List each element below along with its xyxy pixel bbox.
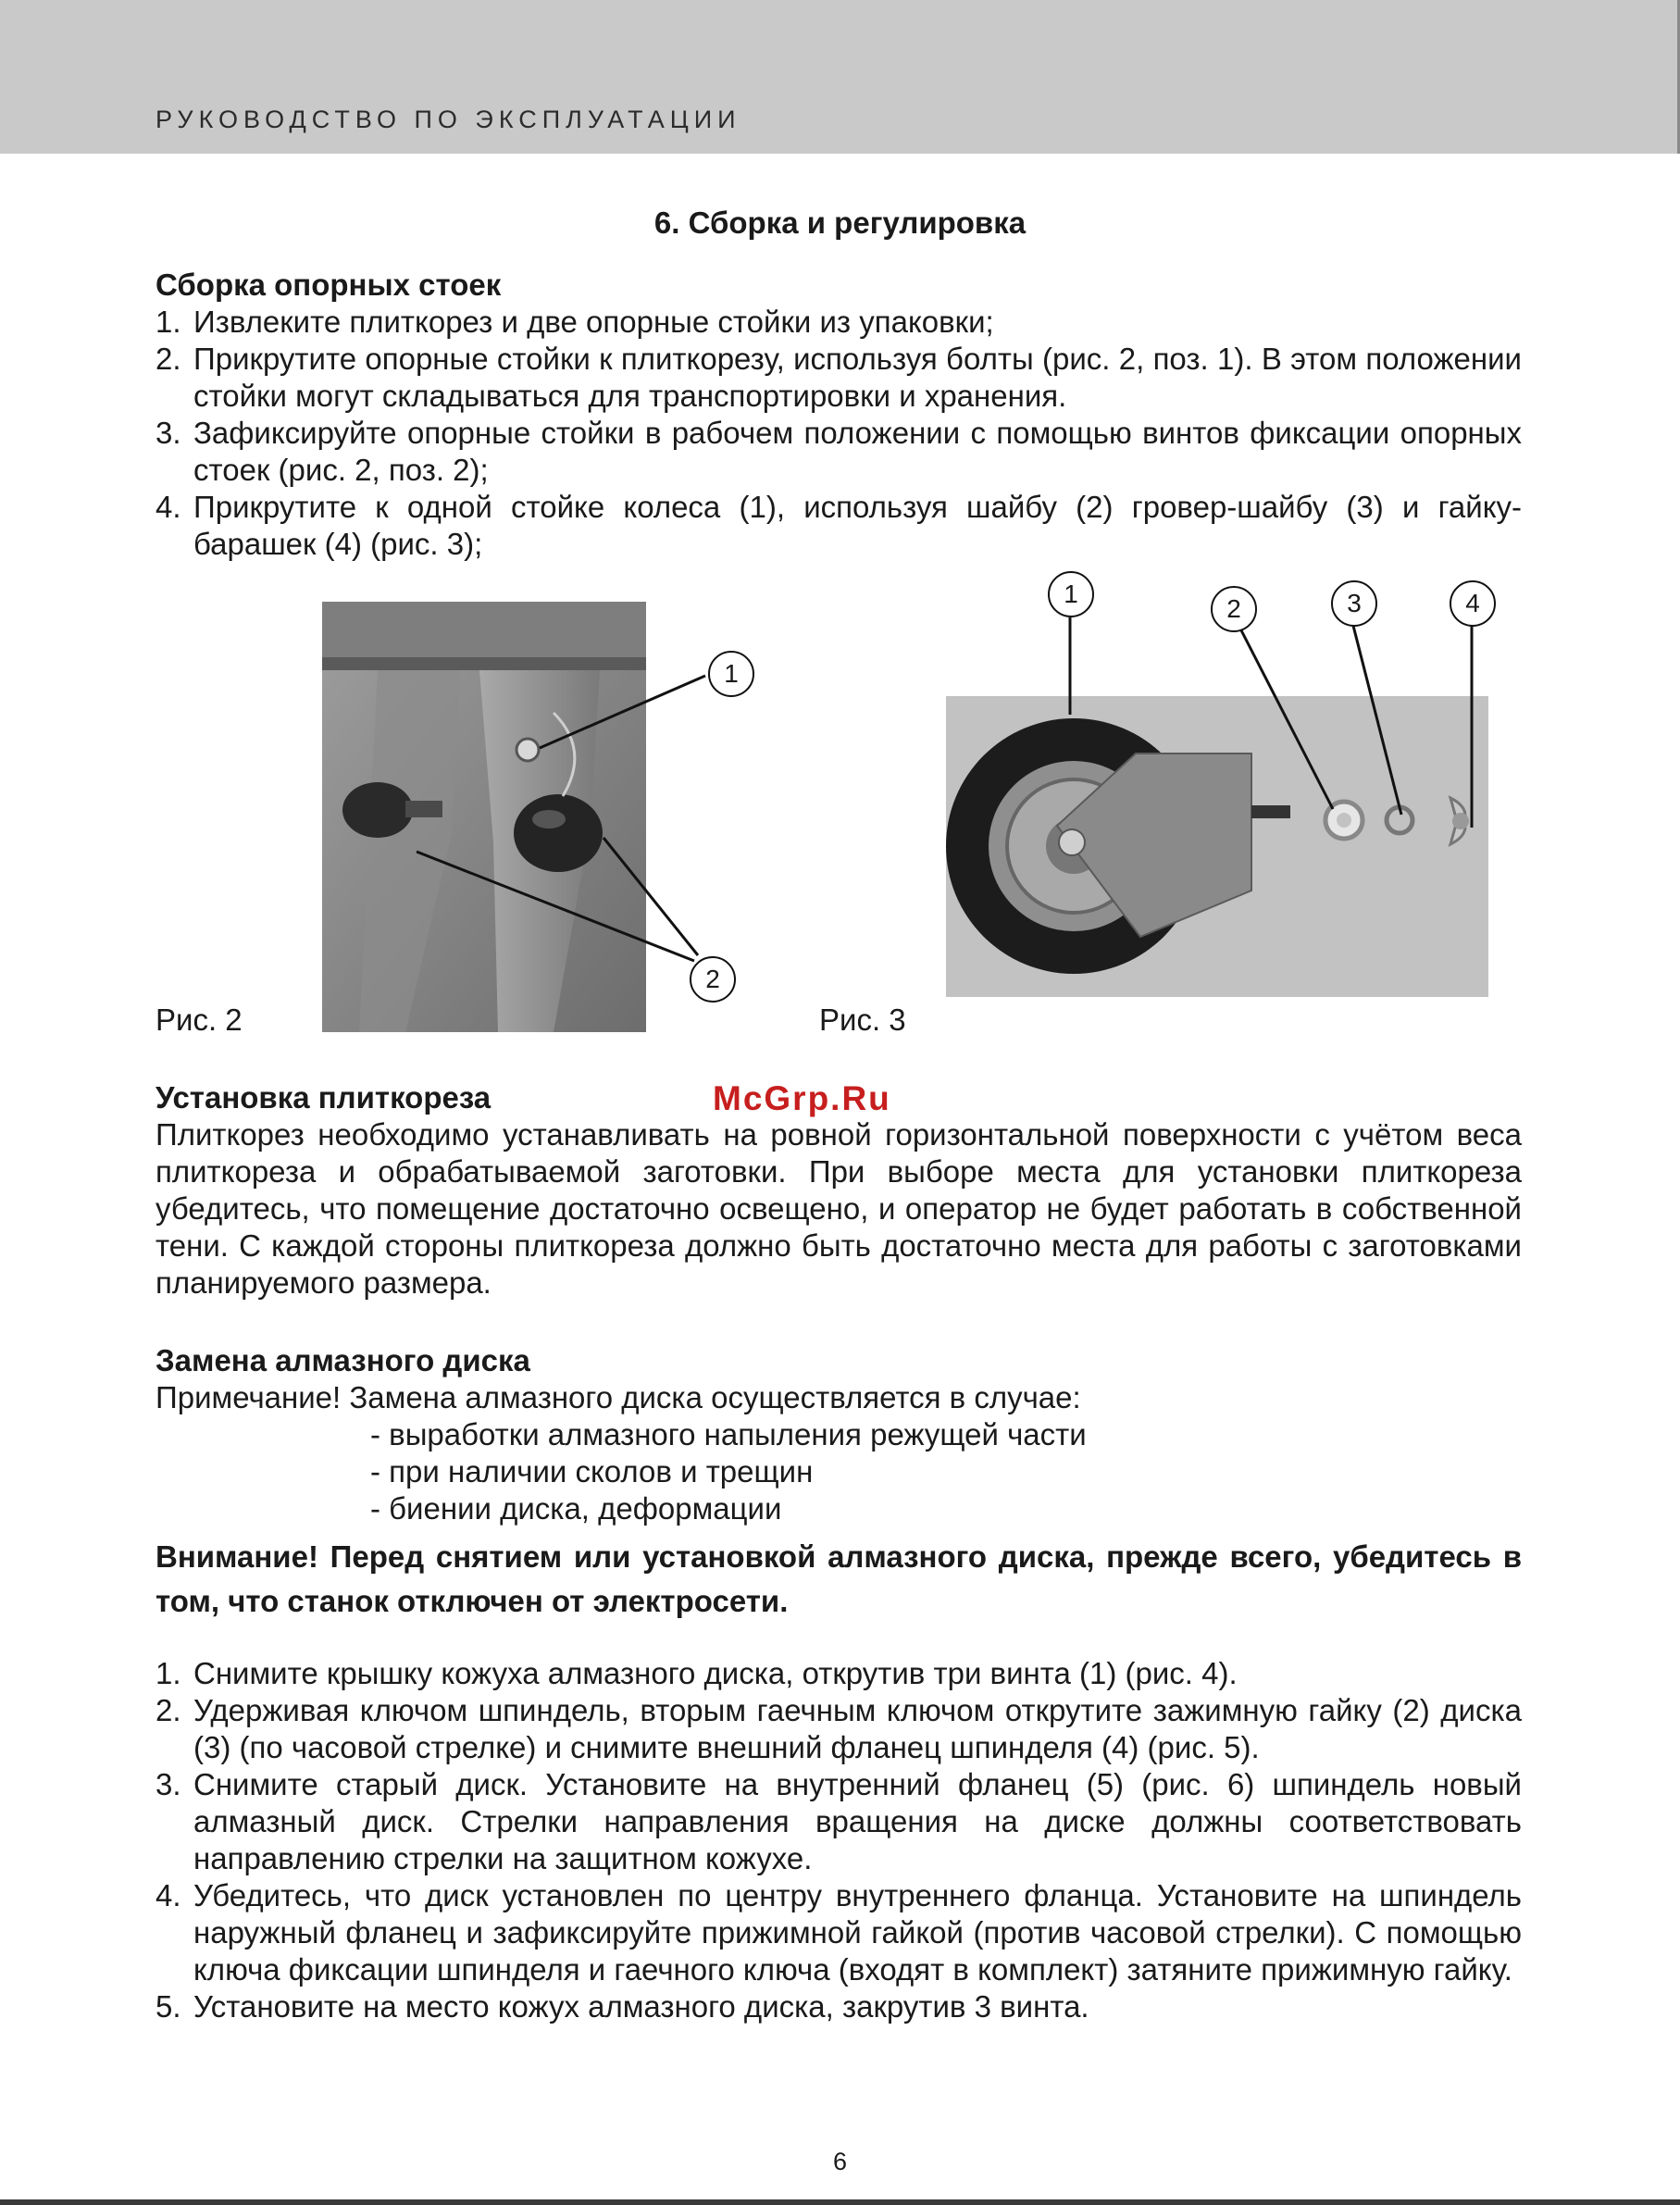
warning-text: Внимание! Перед снятием или установкой алмазного диска, прежде всего, убедитесь в том, что станок отключен от электросети.	[156, 1539, 1522, 1618]
wheel-kit-illustration	[946, 696, 1488, 997]
list-item: 2. Прикрутите опорные стойки к плиткорезу, используя болты (рис. 2, поз. 1). В этом положении стойки могут складываться для транспортировки и хранения.	[156, 342, 1522, 413]
manual-header-title: РУКОВОДСТВО ПО ЭКСПЛУАТАЦИИ	[156, 106, 741, 133]
list-item: 4. Убедитесь, что диск установлен по центру внутреннего фланца. Установите на шпиндель наружный фланец и зафиксируйте прижимной гайкой (против часовой стрелки). С помощью ключа фиксации шпинделя и гаечного ключа (входят в комплект) затяните прижимную гайку.	[156, 1878, 1522, 1987]
list-item: 5. Установите на место кожух алмазного диска, закрутив 3 винта.	[156, 1989, 1089, 2024]
list-item: - биении диска, деформации	[370, 1491, 782, 1526]
list-item: 3. Снимите старый диск. Установите на внутренний фланец (5) (рис. 6) шпиндель новый алмазный диск. Стрелки направления вращения на диске должны соответствовать направлению стрелки на защитном кожухе.	[156, 1767, 1522, 1875]
installation-text: Плиткорез необходимо устанавливать на ровной горизонтальной поверхности с учётом веса плиткореза и обрабатываемой заготовки. При выборе места для установки плиткореза убедитесь, что помещение достаточно освещено, и оператор не будет работать в собственной тени. С каждой стороны плиткореза должно быть достаточно места для работы с заготовками планируемого размера.	[156, 1117, 1522, 1300]
section-title: 6. Сборка и регулировка	[653, 206, 1027, 240]
disc-note: Примечание! Замена алмазного диска осуществляется в случае:	[156, 1380, 1081, 1414]
list-item: 2. Удерживая ключом шпиндель, вторым гаечным ключом открутите зажимную гайку (2) диска (3) (по часовой стрелке) и снимите внешний фланец шпинделя (4) (рис. 5).	[156, 1693, 1522, 1764]
fig3-callout-3: 3	[1331, 580, 1377, 627]
disc-heading: Замена алмазного диска	[156, 1343, 530, 1377]
stands-section	[156, 267, 1522, 563]
fig3-callout-1: 1	[1048, 571, 1094, 617]
stands-heading: Сборка опорных стоек	[156, 268, 502, 302]
figure-2-caption: Рис. 2	[156, 1003, 243, 1037]
list-item: 4. Прикрутите к одной стойке колеса (1), используя шайбу (2) гровер-шайбу (3) и гайку-барашек (4) (рис. 3);	[156, 490, 1522, 561]
fig3-callout-2: 2	[1211, 586, 1257, 632]
fig2-callout-2: 2	[690, 956, 736, 1003]
installation-section	[156, 1079, 1522, 1302]
watermark: McGrp.Ru	[713, 1079, 891, 1117]
disc-note-list	[156, 1416, 1522, 1527]
figure-2-photo	[322, 602, 646, 1032]
fig2-callout-1: 1	[708, 651, 754, 697]
fig3-callout-4: 4	[1450, 580, 1496, 627]
list-item: - при наличии сколов и трещин	[370, 1454, 814, 1489]
list-item: 1. Снимите крышку кожуха алмазного диска, открутив три винта (1) (рис. 4).	[156, 1656, 1238, 1690]
page-number: 6	[832, 2148, 848, 2175]
list-item: 3. Зафиксируйте опорные стойки в рабочем положении с помощью винтов фиксации опорных стоек (рис. 2, поз. 2);	[156, 416, 1522, 487]
footer-rule	[0, 2199, 1680, 2205]
figure-3-caption: Рис. 3	[819, 1003, 906, 1037]
disc-section	[156, 1342, 1522, 2025]
figure-3-photo	[946, 696, 1488, 997]
list-item: 1. Извлеките плиткорез и две опорные стойки из упаковки;	[156, 305, 994, 339]
stand-leg-illustration	[322, 602, 646, 1032]
list-item: - выработки алмазного напыления режущей части	[370, 1417, 1087, 1451]
installation-heading: Установка плиткореза	[156, 1080, 492, 1115]
